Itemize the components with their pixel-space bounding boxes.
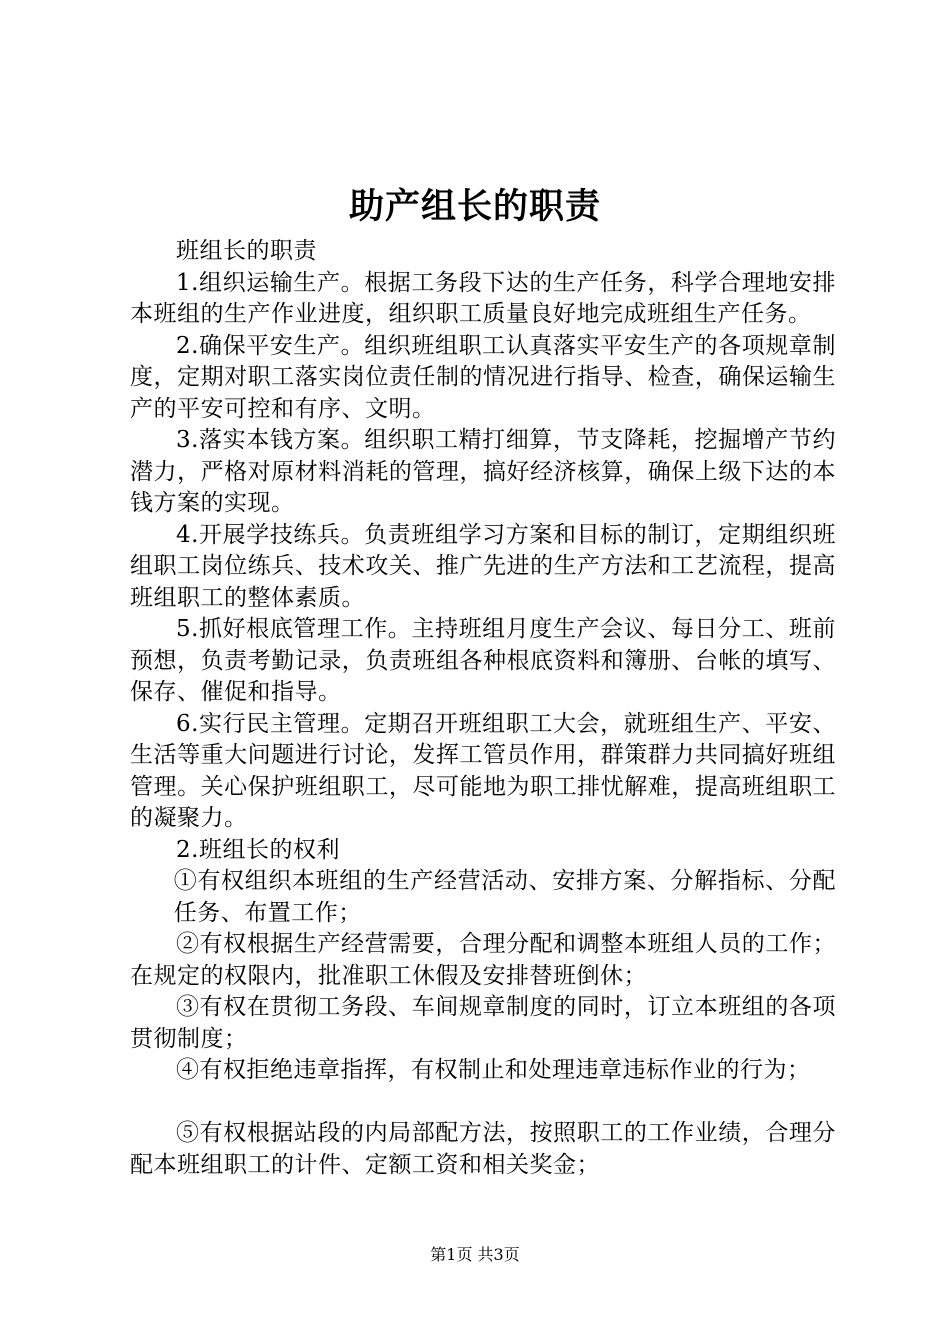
section-heading: 2.班组长的权利 — [176, 836, 340, 863]
document-body — [130, 236, 836, 1181]
paragraph: ③有权在贯彻工务段、车间规章制度的同时，订立本班组的各项贯彻制度； — [130, 994, 836, 1052]
section-heading: 班组长的职责 — [176, 238, 317, 264]
paragraph: 3.落实本钱方案。组织职工精打细算，节支降耗，挖掘增产节约潜力，严格对原材料消耗的管理，搞好经济核算，确保上级下达的本钱方案的实现。 — [130, 427, 836, 516]
paragraph: ②有权根据生产经营需要，合理分配和调整本班组人员的工作；在规定的权限内，批准职工休假及安排替班倒休； — [130, 931, 836, 989]
paragraph: 6.实行民主管理。定期召开班组职工大会，就班组生产、平安、生活等重大问题进行讨论，发挥工管员作用，群策群力共同搞好班组管理。关心保护班组职工，尽可能地为职工排忧解难，提高班组职工的凝聚力。 — [130, 710, 836, 831]
blank-line — [130, 1087, 836, 1119]
paragraph: ①有权组织本班组的生产经营活动、安排方案、分解指标、分配任务、布置工作； — [173, 868, 836, 926]
paragraph: 1.组织运输生产。根据工务段下达的生产任务，科学合理地安排本班组的生产作业进度，组织职工质量良好地完成班组生产任务。 — [130, 269, 836, 327]
paragraph: ④有权拒绝违章指挥，有权制止和处理违章违标作业的行为； — [176, 1057, 811, 1083]
paragraph: 4.开展学技练兵。负责班组学习方案和目标的制订，定期组织班组职工岗位练兵、技术攻关、推广先进的生产方法和工艺流程，提高班组职工的整体素质。 — [130, 521, 836, 611]
page-number: 第1页 共3页 — [430, 1245, 520, 1264]
document-title: 助产组长的职责 — [348, 186, 601, 227]
paragraph: 2.确保平安生产。组织班组职工认真落实平安生产的各项规章制度，定期对职工落实岗位责任制的情况进行指导、检查，确保运输生产的平安可控和有序、文明。 — [130, 332, 836, 422]
paragraph: ⑤有权根据站段的内局部配方法，按照职工的工作业绩，合理分配本班组职工的计件、定额工资和相关奖金； — [130, 1120, 836, 1178]
paragraph: 5.抓好根底管理工作。主持班组月度生产会议、每日分工、班前预想，负责考勤记录，负责班组各种根底资料和簿册、台帐的填写、保存、催促和指导。 — [130, 616, 836, 705]
